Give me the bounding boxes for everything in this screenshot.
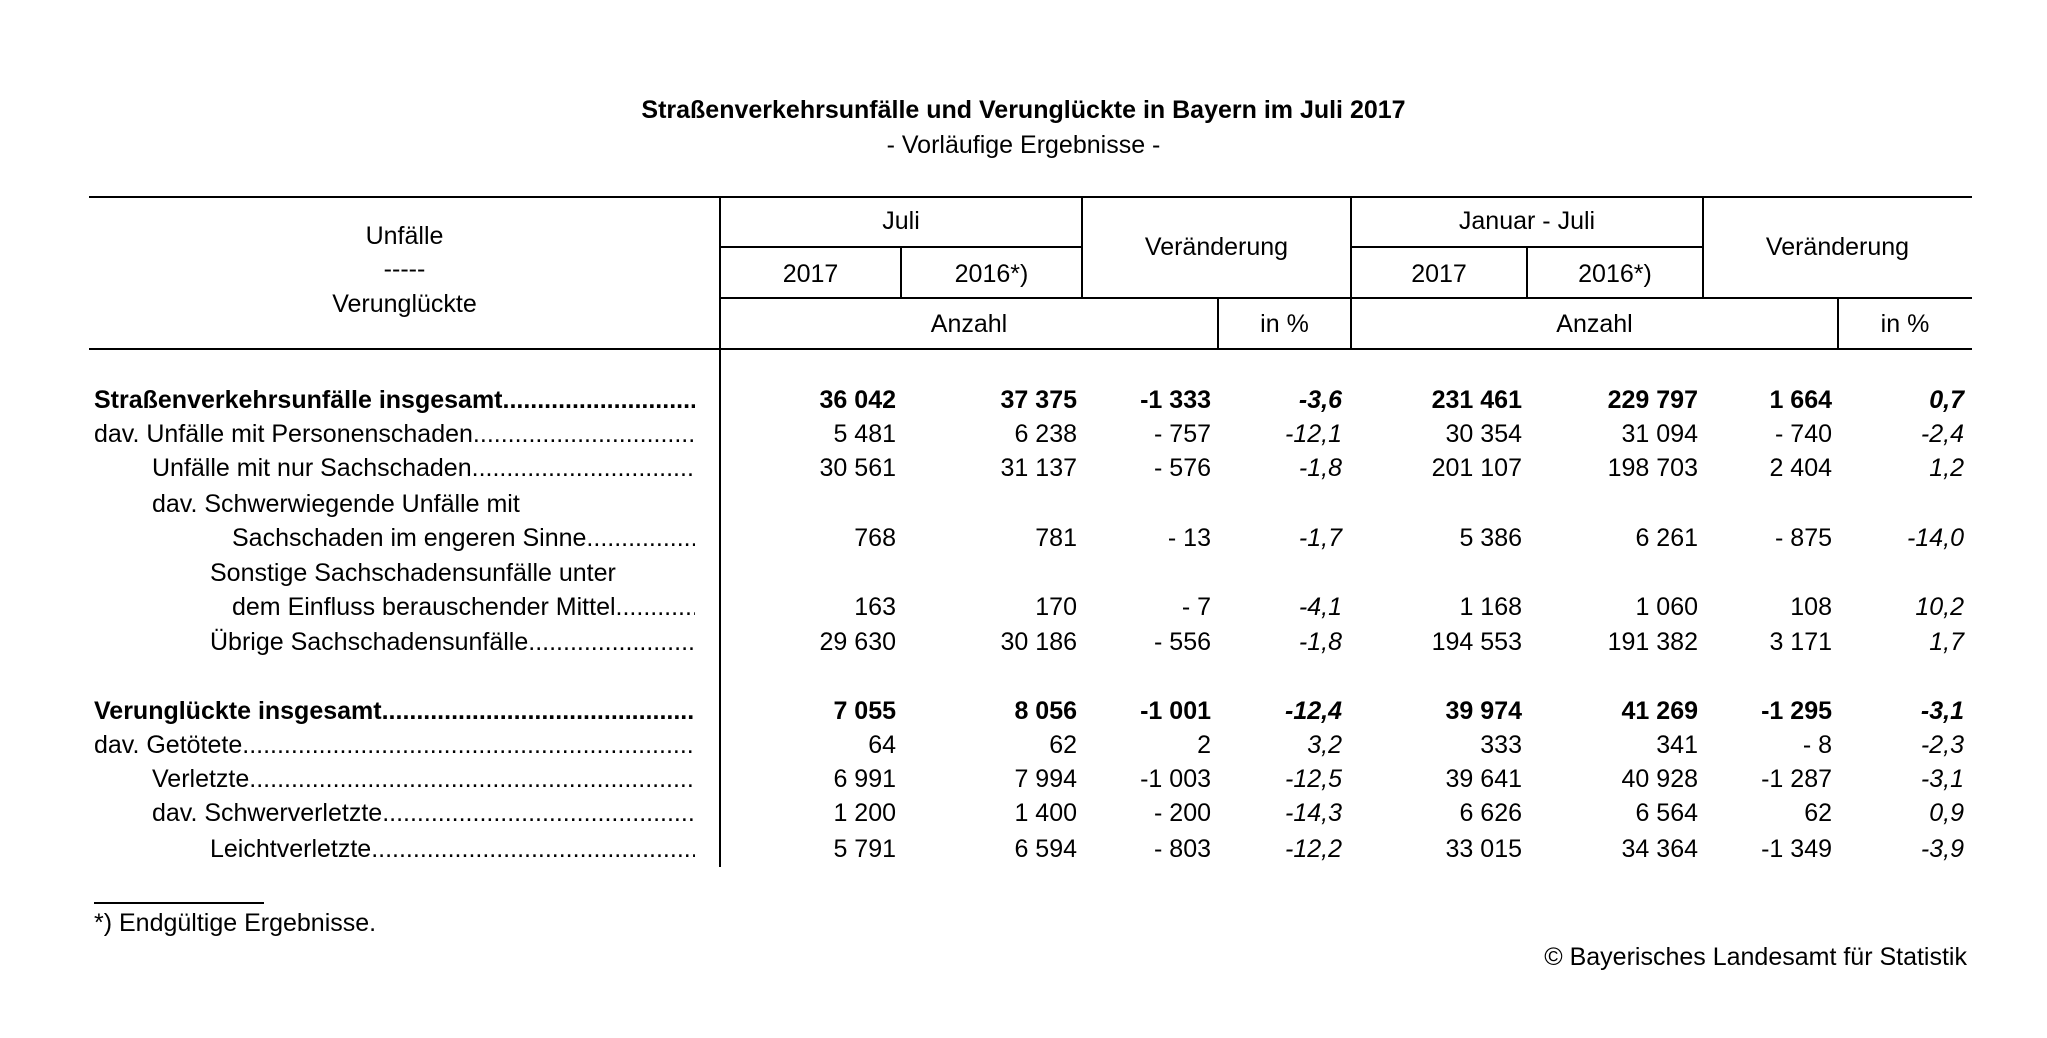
cell-juli-change: -1 001: [1140, 697, 1211, 725]
row-label-text: Unfälle mit nur Sachschaden: [152, 454, 472, 482]
cell-janjuli-change-pct: -3,1: [1920, 765, 1964, 793]
cell-juli-change: -1 003: [1140, 765, 1211, 793]
cell-janjuli-change: 62: [1804, 799, 1832, 827]
header-rule-years: [720, 297, 1972, 299]
table-row: [0, 454, 2047, 486]
row-label-text: dav. Schwerverletzte: [152, 799, 383, 827]
cell-juli-change: -1 333: [1140, 386, 1211, 414]
cell-juli-change-pct: -4,1: [1298, 593, 1342, 621]
cell-janjuli-change-pct: 1,2: [1929, 454, 1964, 482]
cell-janjuli-2016: 341: [1656, 731, 1698, 759]
cell-janjuli-change-pct: 10,2: [1915, 593, 1964, 621]
table-row: [0, 559, 2047, 591]
row-label-text: Straßenverkehrsunfälle insgesamt: [94, 386, 503, 414]
row-label-text: dav. Unfälle mit Personenschaden: [94, 420, 473, 448]
cell-janjuli-change: 108: [1790, 593, 1832, 621]
cell-janjuli-2017: 33 015: [1445, 835, 1522, 863]
cell-juli-2016: 8 056: [1014, 697, 1077, 725]
cell-janjuli-2016: 229 797: [1607, 386, 1698, 414]
cell-janjuli-2016: 34 364: [1621, 835, 1698, 863]
cell-juli-change: 2: [1197, 731, 1211, 759]
cell-juli-change: - 576: [1154, 454, 1211, 482]
cell-juli-change-pct: -12,1: [1285, 420, 1342, 448]
cell-juli-2017: 30 561: [819, 454, 896, 482]
stub-header-verunglueckte: Verunglückte: [332, 290, 477, 318]
cell-juli-2017: 1 200: [833, 799, 896, 827]
table-row: [0, 799, 2047, 831]
row-label: [210, 628, 695, 657]
cell-janjuli-change: -1 349: [1761, 835, 1832, 863]
cell-juli-2016: 6 238: [1014, 420, 1077, 448]
cell-janjuli-change-pct: -3,1: [1920, 697, 1964, 725]
table-row: [0, 697, 2047, 729]
cell-juli-change: - 556: [1154, 628, 1211, 656]
cell-janjuli-change: - 8: [1802, 731, 1832, 759]
header-veraenderung-juli: Veränderung: [1144, 233, 1289, 261]
table-row: [0, 731, 2047, 763]
cell-janjuli-change-pct: 1,7: [1929, 628, 1964, 656]
cell-janjuli-2016: 198 703: [1607, 454, 1698, 482]
row-label: [152, 765, 695, 794]
footnote-rule: [94, 902, 264, 904]
cell-juli-change-pct: -1,8: [1298, 454, 1342, 482]
cell-juli-2017: 768: [854, 524, 896, 552]
dot-leader: [472, 454, 695, 483]
table-row: [0, 490, 2047, 522]
cell-juli-change-pct: -12,2: [1285, 835, 1342, 863]
cell-janjuli-change: -1 295: [1761, 697, 1832, 725]
row-label: [232, 593, 695, 622]
cell-juli-change: - 757: [1154, 420, 1211, 448]
table-row: [0, 420, 2047, 452]
stub-header-unfaelle: Unfälle: [365, 222, 444, 250]
cell-juli-2017: 5 481: [833, 420, 896, 448]
cell-janjuli-2016: 191 382: [1607, 628, 1698, 656]
row-label-text: dav. Schwerwiegende Unfälle mit: [152, 490, 520, 518]
cell-janjuli-2016: 40 928: [1621, 765, 1698, 793]
row-label-text: Leichtverletzte: [210, 835, 372, 863]
row-label: [232, 524, 695, 553]
cell-juli-change-pct: -12,4: [1285, 697, 1342, 725]
dot-leader: [242, 731, 695, 760]
row-label: [152, 490, 520, 519]
cell-janjuli-change: -1 287: [1761, 765, 1832, 793]
cell-juli-change: - 13: [1167, 524, 1211, 552]
cell-juli-2017: 163: [854, 593, 896, 621]
header-janjuli-2016: 2016*): [1578, 260, 1652, 288]
cell-juli-2017: 7 055: [833, 697, 896, 725]
cell-juli-2016: 1 400: [1014, 799, 1077, 827]
cell-janjuli-change-pct: 0,7: [1929, 386, 1964, 414]
header-in-pct-janjuli: in %: [1880, 310, 1930, 338]
dot-leader: [616, 593, 695, 622]
table-row: [0, 835, 2047, 867]
table-row: [0, 765, 2047, 797]
cell-janjuli-change: 1 664: [1769, 386, 1832, 414]
row-label-text: Übrige Sachschadensunfälle: [210, 628, 529, 656]
cell-janjuli-2017: 231 461: [1431, 386, 1522, 414]
row-label: [94, 386, 695, 415]
dot-leader: [382, 799, 695, 828]
table-subtitle: - Vorläufige Ergebnisse -: [886, 131, 1161, 159]
cell-juli-change-pct: -12,5: [1285, 765, 1342, 793]
cell-juli-2016: 31 137: [1000, 454, 1077, 482]
cell-janjuli-2017: 6 626: [1459, 799, 1522, 827]
row-label: [94, 731, 695, 760]
table-row: [0, 524, 2047, 556]
cell-juli-change-pct: -3,6: [1298, 386, 1342, 414]
dot-leader: [586, 524, 695, 553]
cell-juli-2016: 62: [1049, 731, 1077, 759]
header-januar-juli: Januar - Juli: [1458, 207, 1596, 235]
row-label: [152, 799, 695, 828]
cell-janjuli-change: - 740: [1775, 420, 1832, 448]
row-label: [210, 835, 695, 864]
row-label-text: Sonstige Sachschadensunfälle unter: [210, 559, 616, 587]
cell-janjuli-change-pct: -2,4: [1920, 420, 1964, 448]
header-juli-2016: 2016*): [954, 260, 1029, 288]
cell-janjuli-2017: 39 641: [1445, 765, 1522, 793]
cell-juli-change-pct: -1,7: [1298, 524, 1342, 552]
cell-juli-change-pct: 3,2: [1307, 731, 1342, 759]
cell-janjuli-change: 2 404: [1769, 454, 1832, 482]
top-rule: [89, 196, 1972, 198]
cell-juli-2017: 29 630: [819, 628, 896, 656]
header-bottom-rule: [89, 348, 1972, 350]
row-label: [94, 420, 695, 449]
row-label-text: dav. Getötete: [94, 731, 243, 759]
cell-janjuli-2017: 39 974: [1445, 697, 1522, 725]
cell-juli-change: - 7: [1181, 593, 1211, 621]
cell-janjuli-2016: 6 564: [1635, 799, 1698, 827]
cell-juli-change-pct: -14,3: [1285, 799, 1342, 827]
dot-leader: [528, 628, 695, 657]
cell-juli-change: - 200: [1154, 799, 1211, 827]
cell-janjuli-change-pct: -3,9: [1920, 835, 1964, 863]
cell-janjuli-2017: 5 386: [1459, 524, 1522, 552]
row-label-text: dem Einfluss berauschender Mittel: [232, 593, 616, 621]
dot-leader: [473, 420, 695, 449]
table-title: Straßenverkehrsunfälle und Verunglückte in Bayern im Juli 2017: [641, 96, 1406, 124]
cell-juli-change-pct: -1,8: [1298, 628, 1342, 656]
cell-juli-2016: 30 186: [1000, 628, 1077, 656]
cell-juli-2016: 170: [1035, 593, 1077, 621]
cell-janjuli-2017: 333: [1480, 731, 1522, 759]
cell-janjuli-change: 3 171: [1769, 628, 1832, 656]
cell-juli-2017: 36 042: [819, 386, 896, 414]
cell-juli-2016: 6 594: [1014, 835, 1077, 863]
cell-juli-2016: 781: [1035, 524, 1077, 552]
row-label-text: Verunglückte insgesamt: [94, 697, 382, 725]
cell-janjuli-change: - 875: [1775, 524, 1832, 552]
cell-janjuli-2017: 201 107: [1431, 454, 1522, 482]
header-juli-2017: 2017: [782, 260, 839, 288]
table-row: [0, 593, 2047, 625]
dot-leader: [249, 765, 695, 794]
copyright: © Bayerisches Landesamt für Statistik: [1544, 943, 1967, 971]
cell-juli-2017: 6 991: [833, 765, 896, 793]
cell-janjuli-2017: 1 168: [1459, 593, 1522, 621]
cell-janjuli-2016: 31 094: [1621, 420, 1698, 448]
header-janjuli-2017: 2017: [1411, 260, 1467, 288]
header-anzahl-janjuli: Anzahl: [1556, 310, 1633, 338]
cell-juli-2017: 64: [868, 731, 896, 759]
cell-juli-2016: 37 375: [1000, 386, 1077, 414]
table-row: [0, 386, 2047, 418]
cell-janjuli-2016: 41 269: [1621, 697, 1698, 725]
dot-leader: [371, 835, 695, 864]
header-anzahl-juli: Anzahl: [930, 310, 1008, 338]
row-label-text: Verletzte: [152, 765, 250, 793]
stub-header-separator: -----: [383, 255, 426, 283]
cell-janjuli-change-pct: 0,9: [1929, 799, 1964, 827]
cell-janjuli-change-pct: -14,0: [1907, 524, 1964, 552]
cell-juli-2016: 7 994: [1014, 765, 1077, 793]
dot-leader: [503, 386, 696, 415]
cell-janjuli-2016: 6 261: [1635, 524, 1698, 552]
cell-janjuli-2016: 1 060: [1635, 593, 1698, 621]
cell-janjuli-2017: 30 354: [1445, 420, 1522, 448]
footnote: *) Endgültige Ergebnisse.: [94, 909, 377, 937]
dot-leader: [382, 697, 695, 726]
row-label: [210, 559, 616, 588]
header-in-pct-juli: in %: [1260, 310, 1309, 338]
cell-janjuli-change-pct: -2,3: [1920, 731, 1964, 759]
row-label: [152, 454, 695, 483]
row-label: [94, 697, 695, 726]
cell-juli-2017: 5 791: [833, 835, 896, 863]
row-label-text: Sachschaden im engeren Sinne: [232, 524, 587, 552]
cell-janjuli-2017: 194 553: [1431, 628, 1522, 656]
header-veraenderung-janjuli: Veränderung: [1765, 233, 1910, 261]
table-row: [0, 628, 2047, 660]
header-juli: Juli: [882, 207, 920, 235]
cell-juli-change: - 803: [1154, 835, 1211, 863]
